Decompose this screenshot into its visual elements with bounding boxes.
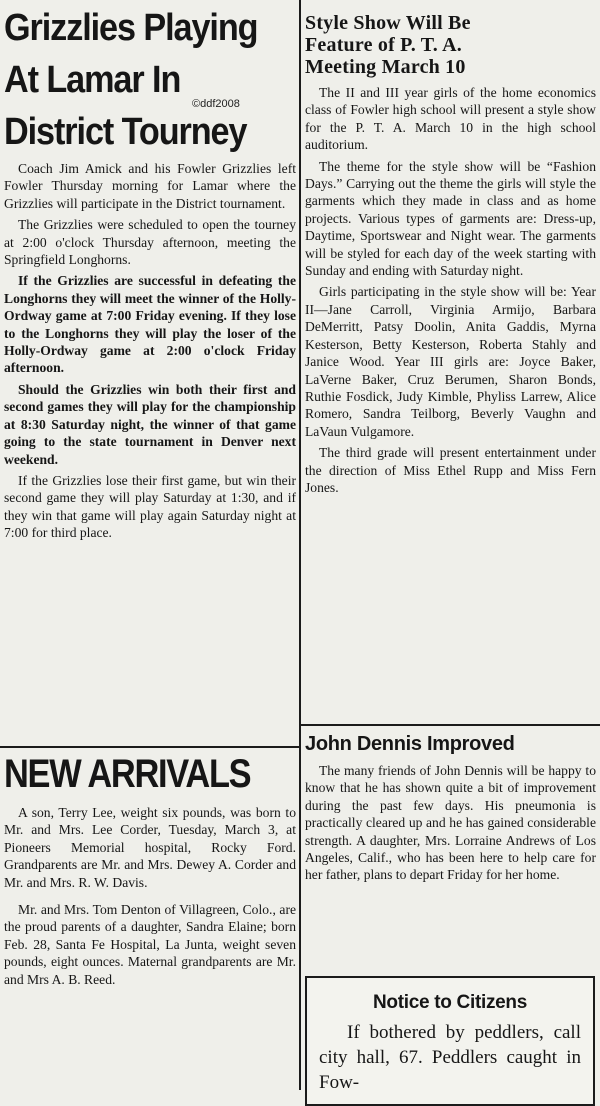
- article-paragraph: If the Grizzlies are successful in defeating the Longhorns they will meet the winner of the Holly-Ordway game at 7:00 Friday evening. If they lose to the Longhorns they will play the loser of the Holly-Ordway game at 2:00 o'clock Friday afternoon.: [4, 273, 296, 376]
- article-new-arrivals: [4, 752, 296, 992]
- article-paragraph: The Grizzlies were scheduled to open the tourney at 2:00 o'clock Thursday afternoon, meeting the Springfield Longhorns.: [4, 217, 296, 268]
- headline: NEW ARRIVALS: [4, 752, 251, 796]
- headline-line-2: At Lamar In: [4, 59, 181, 101]
- article-paragraph: Coach Jim Amick and his Fowler Grizzlies left Fowler Thursday morning for Lamar where the Grizzlies will participate in the District tournament.: [4, 161, 296, 211]
- article-paragraph: The many friends of John Dennis will be happy to know that he has shown quite a bit of improvement during the past few days. His pneumonia is practically cleared up and he has gained considerable strength. A daughter, Mrs. Lorraine Andrews of Los Angeles, Calif., who has been here to help care for her father, plans to depart Friday for her home.: [305, 763, 596, 883]
- article-style-show: [305, 12, 596, 500]
- article-paragraph: The third grade will present entertainment under the direction of Miss Ethel Rupp and Miss Fern Jones.: [305, 445, 596, 495]
- column-divider: [299, 0, 301, 1090]
- headline-line-3: Meeting March 10: [305, 56, 466, 78]
- notice-box: [305, 976, 595, 1106]
- article-paragraph: Girls participating in the style show will be: Year II—Jane Carroll, Virginia Armijo, Barbara DeMerritt, Patsy Doolin, Anita Gaddis, Myrna Kesterson, Betty Kesterson, Roberta Stahly and Janice Wood. Year III girls are: Joyce Baker, LaVerne Baker, Cruz Berumen, Sharon Bonds, Ruthie Fosdick, Judy Kimble, Phyliss Larrew, Alice Romero, Sandra Teilborg, Beverly Vaughn and LaVaun Vulgamore.: [305, 284, 596, 439]
- article-paragraph: Mr. and Mrs. Tom Denton of Villagreen, Colo., are the proud parents of a daughter, Sandra Elaine; born Feb. 28, Santa Fe Hospital, La Junta, weight seven pounds, eight ounces. Maternal grandparents are Mr. and Mrs A. B. Reed.: [4, 902, 296, 987]
- article-divider-right: [301, 724, 600, 726]
- article-paragraph: The II and III year girls of the home economics class of Fowler high school will present a style show for the P. T. A. March 10 in the high school auditorium.: [305, 85, 596, 153]
- article-divider-left: [0, 746, 299, 748]
- headline-line-3: District Tourney: [4, 111, 247, 153]
- article-paragraph: Should the Grizzlies win both their first and second games they will play for the championship at 8:30 Saturday night, the winner of that game going to the state tournament in Denver next weekend.: [4, 381, 296, 467]
- article-john-dennis: [305, 732, 596, 888]
- notice-text: If bothered by peddlers, call city hall, 67. Peddlers caught in Fow-: [319, 1022, 581, 1093]
- watermark: ©ddf2008: [192, 98, 240, 110]
- article-paragraph: A son, Terry Lee, weight six pounds, was born to Mr. and Mrs. Lee Corder, Tuesday, March 3, at Pioneers Memorial hospital, Rocky Ford. Grandparents are Mr. and Mrs. Dewey A. Corder and Mr. and Mrs. R. W. Davis.: [4, 805, 296, 890]
- article-grizzlies: [4, 8, 296, 546]
- headline-line-1: Style Show Will Be: [305, 12, 471, 34]
- notice-title: Notice to Citizens: [372, 992, 527, 1013]
- headline: John Dennis Improved: [305, 733, 515, 755]
- article-paragraph: If the Grizzlies lose their first game, but win their second game they will play Saturday at 1:30, and if they win that game will play again Saturday night at 7:00 for third place.: [4, 472, 296, 541]
- headline-line-1: Grizzlies Playing: [4, 7, 258, 49]
- headline-line-2: Feature of P. T. A.: [305, 34, 462, 56]
- article-paragraph: The theme for the style show will be “Fashion Days.” Carrying out the theme the girls will style the garments which they made in class and as home projects. Various types of garments are: Dress-up, Daytime, Sportswear and Night wear. The garments will be styled for each day of the week starting with Sunday and ending with Saturday night.: [305, 158, 596, 279]
